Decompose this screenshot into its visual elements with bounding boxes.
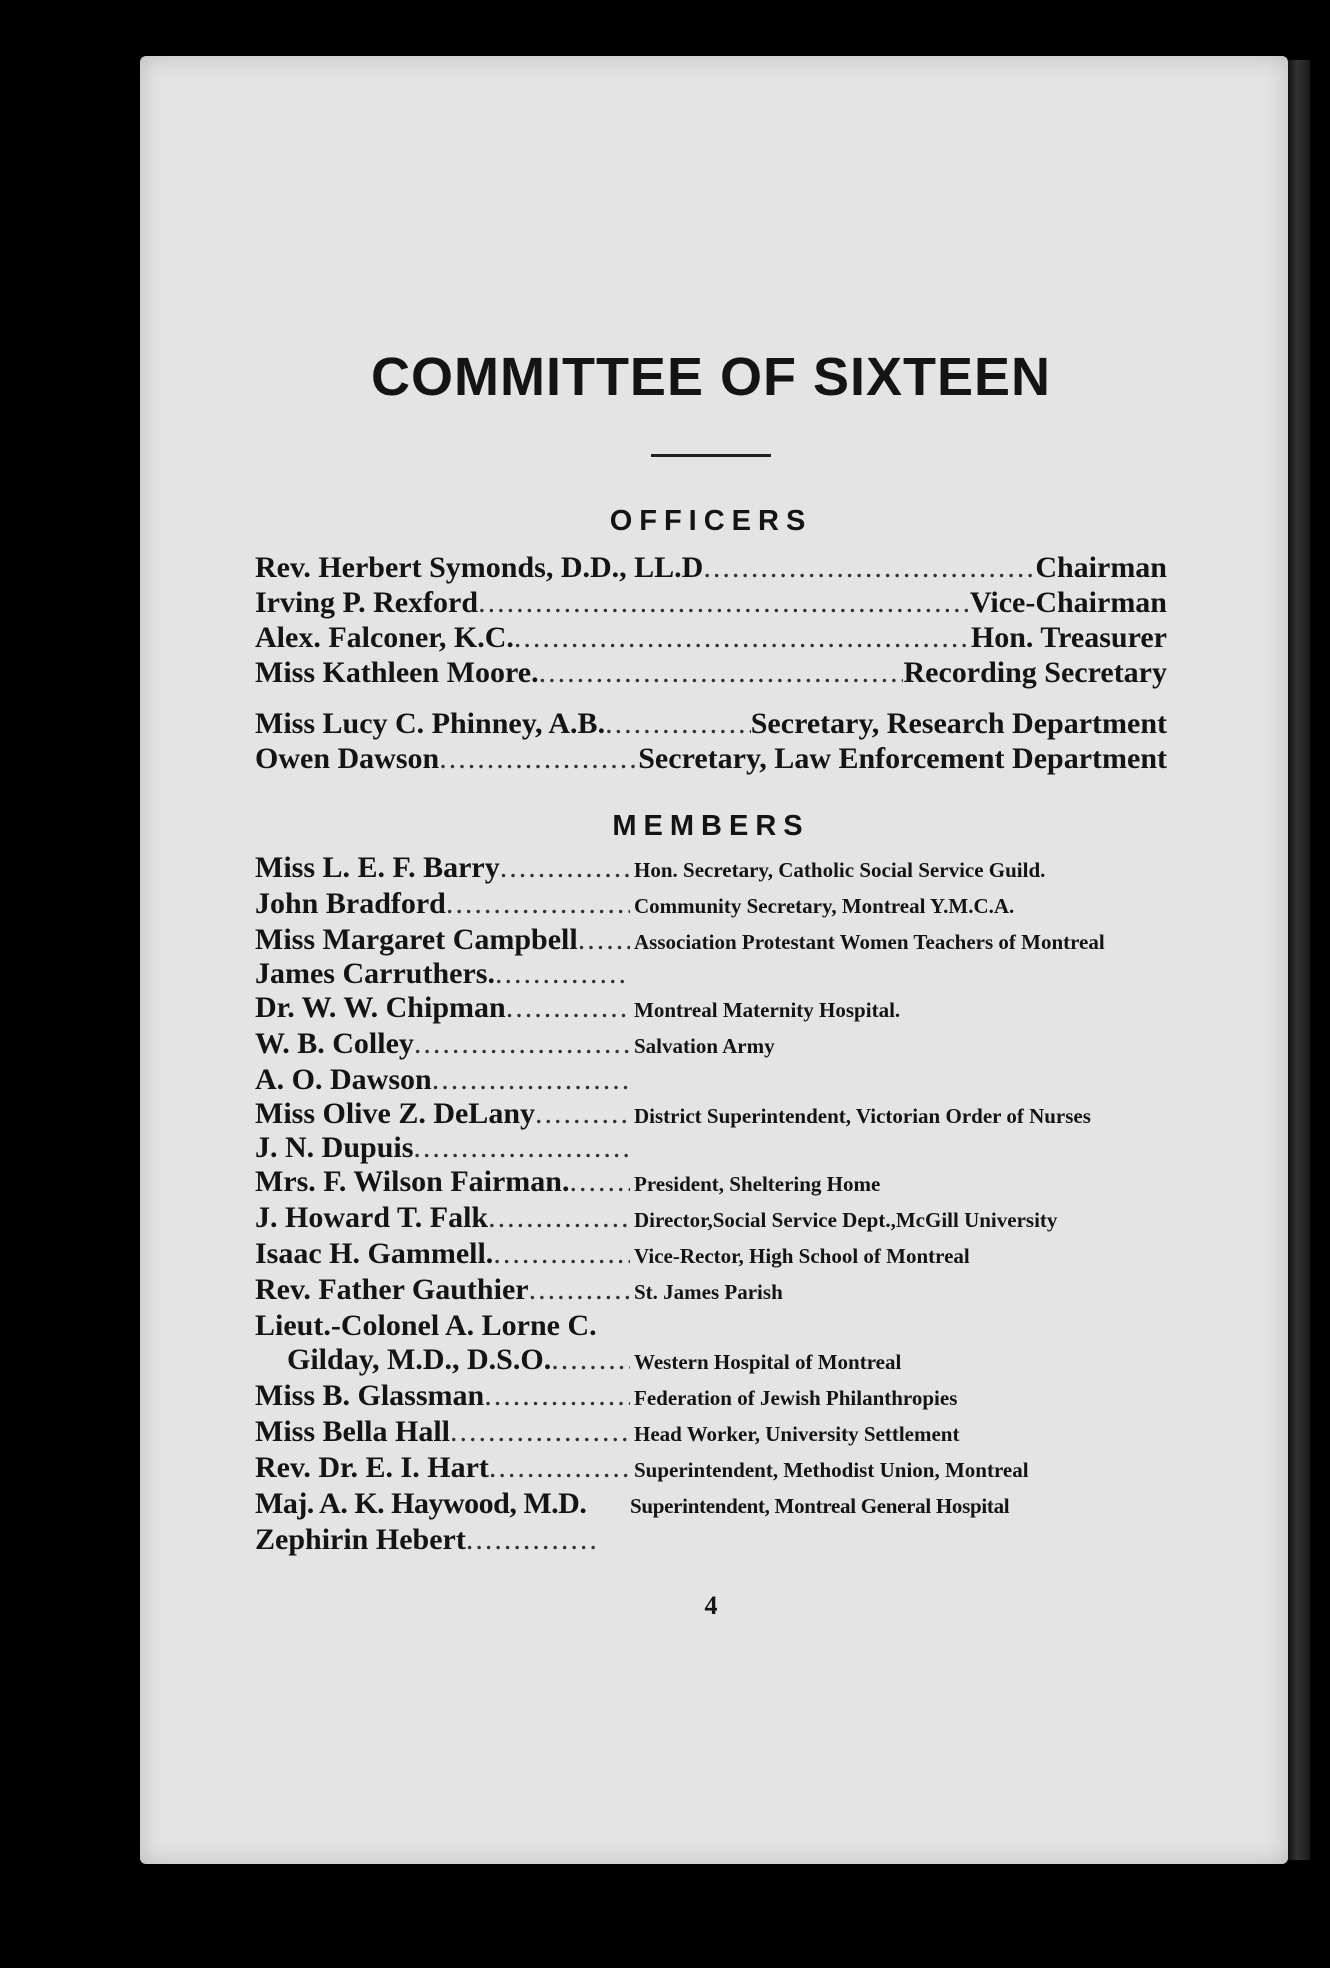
leader-dots [450,1415,630,1449]
officer-row [255,620,1167,655]
member-row [255,923,1167,957]
leader-dots [484,1379,630,1413]
member-name: Isaac H. Gammell. [255,1237,494,1270]
officer-name: Alex. Falconer, K.C. [255,621,514,654]
member-name: John Bradford [255,887,446,920]
officers-spacer [255,690,1167,706]
leader-dots [703,550,1035,585]
leader-dots [414,1027,630,1061]
member-name: Miss B. Glassman [255,1379,485,1412]
leader-dots [489,1451,630,1485]
leader-dots [432,1063,630,1097]
officer-name: Rev. Herbert Symonds, D.D., LL.D [255,551,704,584]
member-affiliation: St. James Parish [634,1280,783,1304]
secretary-name: Miss Lucy C. Phinney, A.B. [255,707,606,740]
officers-heading: OFFICERS [609,505,813,537]
member-row [255,851,1167,887]
officer-row [255,550,1167,585]
leader-dots [569,1165,630,1199]
member-row [255,957,1167,991]
member-name: J. Howard T. Falk [255,1201,489,1234]
member-name: Rev. Dr. E. I. Hart [255,1451,489,1484]
leader-dots [413,1131,630,1165]
officer-role: Vice-Chairman [969,586,1167,619]
officer-role: Hon. Treasurer [970,621,1167,654]
secretary-row [255,706,1167,741]
member-row [255,1165,1167,1201]
member-name: Miss Margaret Campbell [255,923,578,956]
book-spine [1288,60,1310,1860]
officer-name: Irving P. Rexford [255,586,479,619]
leader-dots [578,923,630,957]
member-affiliation: Director,Social Service Dept.,McGill University [634,1208,1058,1232]
member-name: Maj. A. K. Haywood, M.D. [255,1487,587,1520]
member-name: Gilday, M.D., D.S.O. [287,1343,552,1376]
member-row [255,887,1167,923]
member-affiliation: Association Protestant Women Teachers of Montreal [634,930,1105,954]
officer-role: Recording Secretary [903,656,1167,689]
member-row [255,1379,1167,1415]
member-row [255,1027,1167,1063]
member-name: Lieut.-Colonel A. Lorne C. [255,1309,597,1342]
leader-dots [539,655,904,690]
member-row [255,1237,1167,1273]
member-row [255,1487,1167,1523]
member-affiliation: Superintendent, Montreal General Hospital [630,1494,1010,1518]
member-affiliation: Vice-Rector, High School of Montreal [634,1244,970,1268]
member-affiliation: Superintendent, Methodist Union, Montreal [634,1458,1029,1482]
member-affiliation: Salvation Army [634,1034,775,1058]
officer-role: Chairman [1035,551,1167,584]
title-divider [651,454,771,457]
member-row [255,1273,1167,1309]
officers-list [255,550,1167,776]
secretary-name: Owen Dawson [255,742,440,775]
leader-dots [535,1097,630,1131]
leader-dots [500,851,630,885]
leader-dots [466,1523,596,1557]
member-name: Miss L. E. F. Barry [255,851,500,884]
leader-dots [478,585,970,620]
member-row [255,1415,1167,1451]
member-row [255,1097,1167,1131]
secretary-role: Secretary, Research Department [750,707,1167,740]
leader-dots [439,741,638,776]
secretary-row [255,741,1167,776]
member-name: Zephirin Hebert [255,1523,466,1556]
leader-dots [446,887,630,921]
members-heading: MEMBERS [612,810,810,842]
member-name: A. O. Dawson [255,1063,432,1096]
member-row [255,1451,1167,1487]
officer-name: Miss Kathleen Moore. [255,656,539,689]
leader-dots [514,620,971,655]
member-name: Miss Bella Hall [255,1415,450,1448]
member-affiliation: President, Sheltering Home [634,1172,881,1196]
member-name: Rev. Father Gauthier [255,1273,529,1306]
page-number: 4 [704,1591,718,1620]
officer-row [255,655,1167,690]
member-affiliation: Montreal Maternity Hospital. [634,998,901,1022]
member-affiliation: Western Hospital of Montreal [634,1350,902,1374]
member-affiliation: Federation of Jewish Philanthropies [634,1386,958,1410]
leader-dots [506,991,630,1025]
secretary-role: Secretary, Law Enforcement Department [638,742,1167,775]
member-name: Mrs. F. Wilson Fairman. [255,1165,570,1198]
member-name: J. N. Dupuis [255,1131,414,1164]
member-affiliation: District Superintendent, Victorian Order of Nurses [634,1104,1091,1128]
leader-dots [529,1273,630,1307]
member-row [255,1201,1167,1237]
member-row [255,1131,1167,1165]
leader-dots [551,1343,630,1377]
leader-dots [493,1237,630,1271]
leader-dots [605,706,751,741]
page-content [255,347,1167,1621]
member-row [255,1309,1167,1343]
member-affiliation: Community Secretary, Montreal Y.M.C.A. [634,894,1015,918]
member-row [255,1523,1167,1557]
member-affiliation: Hon. Secretary, Catholic Social Service Guild. [634,858,1046,882]
officer-row [255,585,1167,620]
leader-dots [488,1201,630,1235]
members-list [255,851,1167,1557]
member-name: Dr. W. W. Chipman [255,991,506,1024]
member-name: James Carruthers. [255,957,495,990]
member-name: Miss Olive Z. DeLany [255,1097,536,1130]
member-row [255,1343,1167,1379]
member-affiliation: Head Worker, University Settlement [634,1422,960,1446]
member-name: W. B. Colley [255,1027,414,1060]
member-row [255,1063,1167,1097]
member-row [255,991,1167,1027]
leader-dots [495,957,630,991]
page-title: COMMITTEE OF SIXTEEN [370,347,1052,407]
